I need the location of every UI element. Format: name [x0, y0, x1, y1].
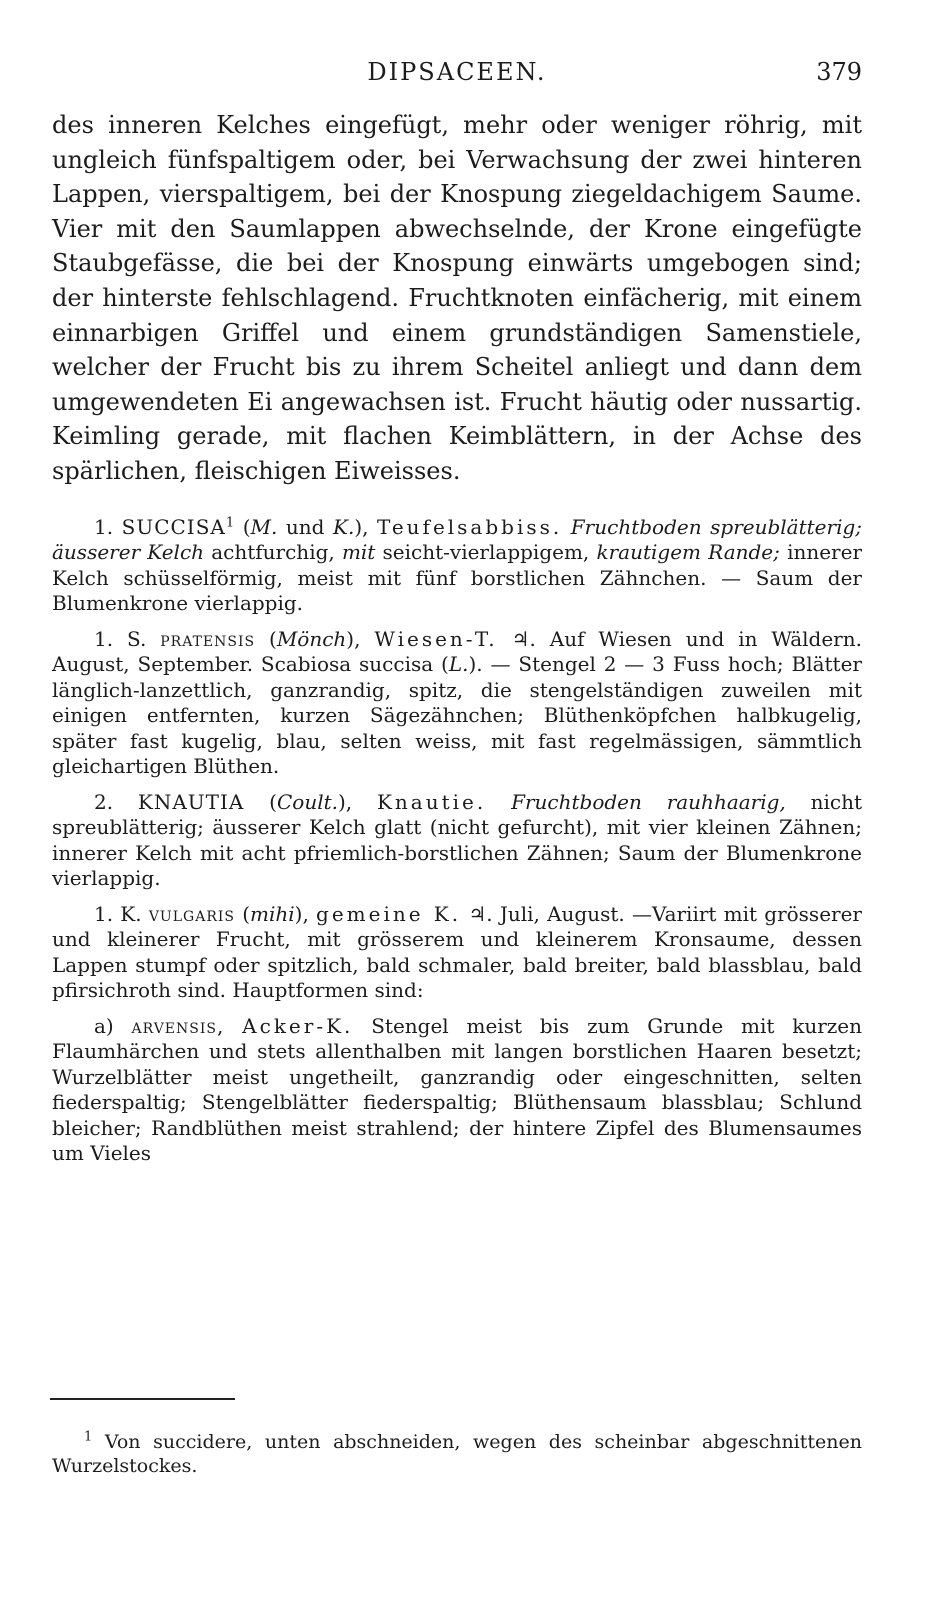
page-number: 379 [816, 58, 862, 86]
paren-open: ( [242, 514, 251, 539]
footnote-marker: 1 [84, 1429, 93, 1445]
desc-roman: nicht spreublätterig; äusserer Kelch glatt (nicht gefurcht), mit vier kleinen Zähnen; innerer Kelch mit acht pfriemlich-borstlichen Zähnen; Saum der Blumenkrone vierlappig. [52, 789, 863, 891]
common-name: Knautie. [376, 789, 487, 814]
author-und: und [277, 514, 333, 539]
species-common-name: gemeine K. [316, 901, 462, 926]
variety-name: arvensis, [131, 1013, 225, 1038]
desc-roman-1: achtfurchig, [211, 540, 335, 565]
intro-paragraph [52, 108, 862, 489]
footnote-text: Von succidere, unten abschneiden, wegen des scheinbar abgeschnittenen Wurzelstockes. [52, 1431, 862, 1477]
desc-italic: Fruchtboden rauhhaarig, [511, 789, 786, 814]
genus-number: 1. [94, 514, 114, 539]
intro-text: des inneren Kelches eingefügt, mehr oder weniger röhrig, mit ungleich fünfspaltigem oder, bei Verwachsung der zwei hinteren Lappen, vierspaltigem, bei der Knospung ziegeldachigem Saume. Vier mit den Saumlappen abwechselnde, der Krone eingefügte Staubgefässe, die bei der Knospung einwärts umgebogen sind; der hinterste fehlschlagend. Fruchtknoten einfächerig, mit einem einnarbigen Griffel und einem grundständigen Samenstiele, welcher der Frucht bis zu ihrem Scheitel anliegt und dann dem umgewendeten Ei angewachsen ist. Frucht häutig oder nussartig. Keimling gerade, mit flachen Keimblättern, in der Achse des spärlichen, fleischigen Eiweisses. [52, 111, 862, 485]
species-name: vulgaris [148, 901, 235, 926]
desc-roman-3: innerer Kelch schüsselförmig, meist mit fünf borstlichen Zähnchen. — Saum der Blumenkrone vierlappig. [52, 540, 863, 616]
author-k: K. [333, 514, 355, 539]
synonym-author: L. [448, 652, 469, 677]
page-header [52, 52, 862, 92]
desc-roman-2: seicht-vierlappigem, [382, 540, 590, 565]
genus-name: SUCCISA [121, 514, 226, 539]
footnote-ref: 1 [225, 514, 235, 530]
species-name: pratensis [160, 626, 256, 651]
desc-italic-2: mit [341, 540, 376, 565]
species-pratensis: 1. S. pratensis (Mönch), Wiesen-T. ♃. Auf Wiesen und in Wäldern. August, September. Scabiosa succisa (L.). — Stengel 2 — 3 Fuss hoch; Blätter länglich-lanzettlich, ganzrandig, spitz, die stengelständigen zuweilen mit einigen entfernten, kurzen Sägezähnchen; Blüthenköpfchen halbkugelig, später fast kugelig, blau, selten weiss, mit fast regelmässigen, sämmtlich gleichartigen Blüthen. [52, 626, 862, 779]
variety-text: Stengel meist bis zum Grunde mit kurzen Flaumhärchen und stets allenthalben mit langen borstlichen Haaren besetzt; Wurzelblätter meist ungetheilt, ganzrandig oder eingeschnitten, selten fiederspaltig; Stengelblätter fiederspaltig; Blüthensaum blassblau; Schlund bleicher; Randblüthen meist strahlend; der hintere Zipfel des Blumensaumes um Vieles [52, 1013, 863, 1166]
genus-author: Coult. [276, 789, 338, 814]
desc-italic-3: krautigem Rande; [596, 540, 780, 565]
variety-arvensis [52, 1014, 862, 1167]
species-vulgaris: 1. K. vulgaris (mihi), gemeine K. ♃. Juli, August. —Variirt mit grösserer und kleinerer Frucht, mit grösserem und kleinerem Kronsaume, dessen Lappen stumpf oder spitzlich, bald schmaler, bald breiter, bald blassblau, bald pfirsichroth sind. Hauptformen sind: [52, 901, 862, 1003]
species-number: 1. S. [94, 626, 147, 651]
common-name: Teufelsabbiss. [377, 514, 563, 539]
species-text-2: ). — Stengel 2 — 3 Fuss hoch; Blätter länglich-lanzettlich, ganzrandig, spitz, die stengelständigen zuweilen mit einigen entfernten, kurzen Sägezähnchen; Blüthenköpfchen halbkugelig, später fast kugelig, blau, selten weiss, mit fast regelmässigen, sämmtlich gleichartigen Blüthen. [52, 652, 862, 779]
genus-number: 2. [94, 789, 114, 814]
page [52, 52, 862, 1167]
footnote-rule [50, 1398, 235, 1400]
running-title: DIPSACEEN. [367, 58, 547, 86]
species-number: 1. K. [94, 901, 142, 926]
perennial-symbol: ♃. [468, 901, 493, 926]
species-author: mihi [250, 901, 295, 926]
genus-knautia: 2. KNAUTIA (Coult.), Knautie. Fruchtboden rauhhaarig, nicht spreublätterig; äusserer Kelch glatt (nicht gefurcht), mit vier kleinen Zähnen; innerer Kelch mit acht pfriemlich-borstlichen Zähnen; Saum der Blumenkrone vierlappig. [52, 789, 863, 891]
variety-label: a) [94, 1013, 114, 1038]
genus-succisa [52, 515, 862, 617]
variety-common-name: Acker-K. [242, 1013, 354, 1038]
paren-close: ), [354, 514, 369, 539]
species-common-name: Wiesen-T. [374, 626, 498, 651]
genus-name: KNAUTIA [137, 789, 245, 814]
species-text: Auf Wiesen und in Wäldern. August, September. Scabiosa succisa ( [52, 626, 862, 677]
footnote [52, 1430, 862, 1478]
desc-italic-1: Fruchtboden spreublätterig; äusserer Kelch [52, 514, 863, 565]
perennial-symbol: ♃. [511, 626, 536, 651]
species-author: Mönch [276, 626, 347, 651]
species-text: Juli, August. —Variirt mit grösserer und kleinerer Frucht, mit grösserem und kleinerem Kronsaume, dessen Lappen stumpf oder spitzlich, bald schmaler, bald breiter, bald blassblau, bald pfirsichroth sind. Hauptformen sind: [52, 901, 862, 1003]
author-m: M. [250, 514, 278, 539]
